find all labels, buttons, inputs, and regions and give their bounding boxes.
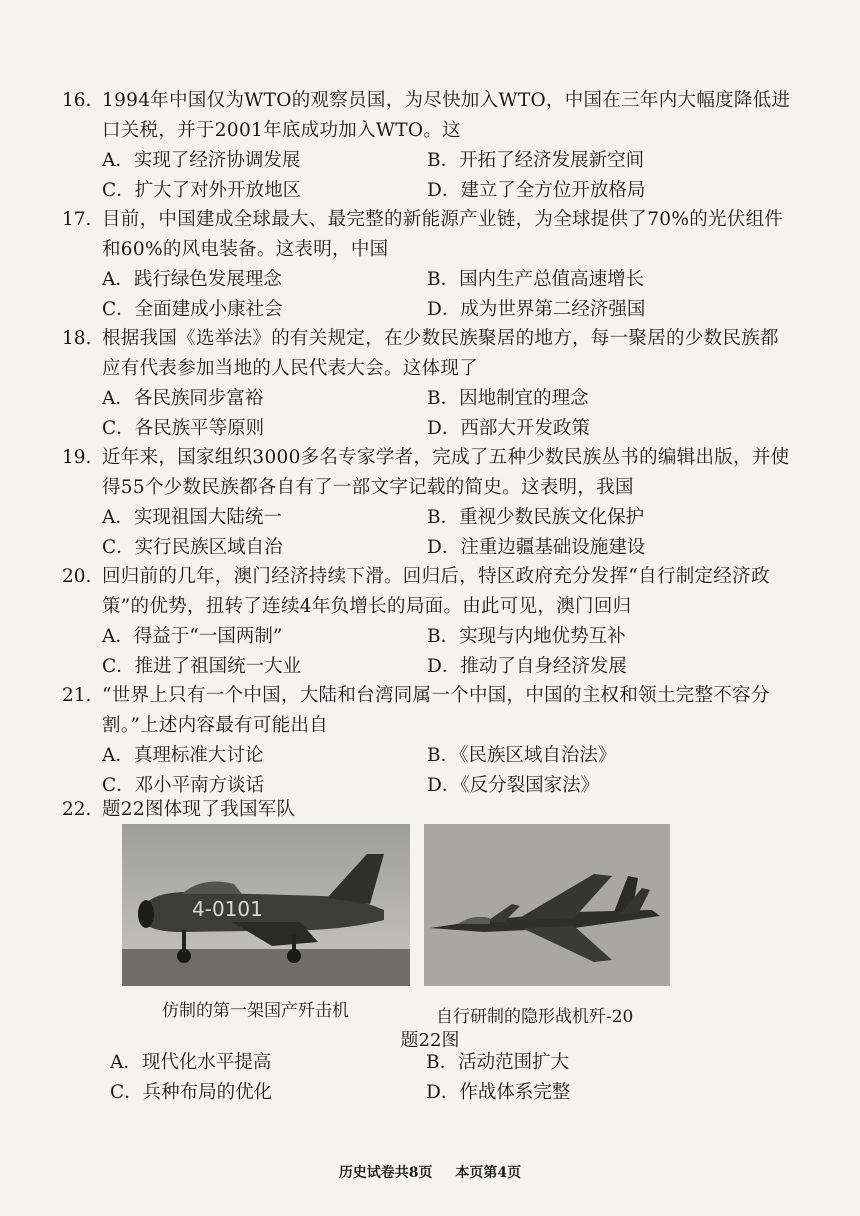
question-stem: 近年来，国家组织3000多名专家学者，完成了五种少数民族丛书的编辑出版，并使得55个少数民族都各自有了一部文字记载的简史。这表明，我国 bbox=[102, 447, 790, 498]
option-c: C．邓小平南方谈话 bbox=[102, 775, 265, 796]
option-d: D．成为世界第二经济强国 bbox=[427, 299, 646, 320]
options bbox=[102, 503, 792, 563]
option-a: A．各民族同步富裕 bbox=[102, 388, 264, 409]
page-footer: 历史试卷共8页 本页第4页 bbox=[338, 1165, 522, 1181]
option-b: B．因地制宜的理念 bbox=[427, 388, 589, 409]
question-number: 16. bbox=[62, 90, 92, 111]
options bbox=[102, 622, 792, 682]
question-number: 19. bbox=[62, 447, 92, 468]
figure-left-caption: 仿制的第一架国产歼击机 bbox=[162, 1001, 349, 1021]
question-16 bbox=[62, 86, 792, 206]
option-d: D．作战体系完整 bbox=[426, 1082, 571, 1103]
options bbox=[102, 384, 792, 444]
photo-j20-right bbox=[424, 824, 670, 986]
question-18 bbox=[62, 324, 792, 444]
fighter-jet-photo bbox=[122, 824, 410, 986]
question-stem: 回归前的几年，澳门经济持续下滑。回归后，特区政府充分发挥“自行制定经济政策”的优势，扭转了连续4年负增长的局面。由此可见，澳门回归 bbox=[102, 566, 770, 617]
option-d: D．西部大开发政策 bbox=[427, 418, 590, 439]
options bbox=[102, 265, 792, 325]
photo-fighter-jet-left bbox=[122, 824, 410, 986]
question-17 bbox=[62, 205, 792, 325]
question-22-options bbox=[110, 1048, 810, 1108]
option-a: A．实现祖国大陆统一 bbox=[102, 507, 282, 528]
question-stem: 1994年中国仅为WTO的观察员国，为尽快加入WTO，中国在三年内大幅度降低进口关税，并于2001年底成功加入WTO。这 bbox=[102, 90, 791, 141]
option-c: C．推进了祖国统一大业 bbox=[102, 656, 302, 677]
options bbox=[102, 146, 792, 206]
option-b: B．实现与内地优势互补 bbox=[427, 626, 626, 647]
aircraft-number-marking: 4-0101 bbox=[192, 897, 263, 921]
option-a: A．实现了经济协调发展 bbox=[102, 150, 301, 171]
option-c: C．全面建成小康社会 bbox=[102, 299, 283, 320]
option-b: B．开拓了经济发展新空间 bbox=[427, 150, 645, 171]
question-22 bbox=[62, 795, 792, 825]
stealth-fighter-photo bbox=[424, 824, 670, 986]
question-number: 22. bbox=[62, 799, 92, 820]
options bbox=[102, 741, 792, 801]
option-b: B．《民族区域自治法》 bbox=[427, 745, 617, 766]
figure-22 bbox=[118, 824, 678, 1027]
option-c: C．各民族平等原则 bbox=[102, 418, 265, 439]
option-c: C．实行民族区域自治 bbox=[102, 537, 283, 558]
option-d: D．注重边疆基础设施建设 bbox=[427, 537, 646, 558]
question-20 bbox=[62, 562, 792, 682]
option-a: A．得益于“一国两制” bbox=[102, 626, 283, 647]
question-number: 17. bbox=[62, 209, 92, 230]
question-21 bbox=[62, 681, 792, 801]
question-stem: 题22图体现了我国军队 bbox=[102, 799, 296, 820]
question-19 bbox=[62, 443, 792, 563]
option-a: A．真理标准大讨论 bbox=[102, 745, 264, 766]
figure-right-caption: 自行研制的隐形战机歼-20 bbox=[436, 1007, 634, 1027]
option-d: D．推动了自身经济发展 bbox=[427, 656, 627, 677]
option-c: C．扩大了对外开放地区 bbox=[102, 180, 302, 201]
option-d: D．建立了全方位开放格局 bbox=[427, 180, 646, 201]
option-d: D．《反分裂国家法》 bbox=[427, 775, 600, 796]
question-stem: “世界上只有一个中国，大陆和台湾同属一个中国，中国的主权和领土完整不容分割。”上述内容最有可能出自 bbox=[102, 685, 770, 736]
option-a: A．践行绿色发展理念 bbox=[102, 269, 282, 290]
question-number: 18. bbox=[62, 328, 92, 349]
question-stem: 目前，中国建成全球最大、最完整的新能源产业链，为全球提供了70%的光伏组件和60%的风电装备。这表明，中国 bbox=[102, 209, 784, 260]
question-stem: 根据我国《选举法》的有关规定，在少数民族聚居的地方，每一聚居的少数民族都应有代表参加当地的人民代表大会。这体现了 bbox=[102, 328, 779, 379]
option-b: B．国内生产总值高速增长 bbox=[427, 269, 645, 290]
option-c: C．兵种布局的优化 bbox=[110, 1082, 273, 1103]
question-number: 20. bbox=[62, 566, 92, 587]
figure-title: 题22图 bbox=[400, 1030, 460, 1051]
option-a: A．现代化水平提高 bbox=[110, 1052, 272, 1073]
question-number: 21. bbox=[62, 685, 92, 706]
option-b: B．活动范围扩大 bbox=[426, 1052, 570, 1073]
option-b: B．重视少数民族文化保护 bbox=[427, 507, 645, 528]
